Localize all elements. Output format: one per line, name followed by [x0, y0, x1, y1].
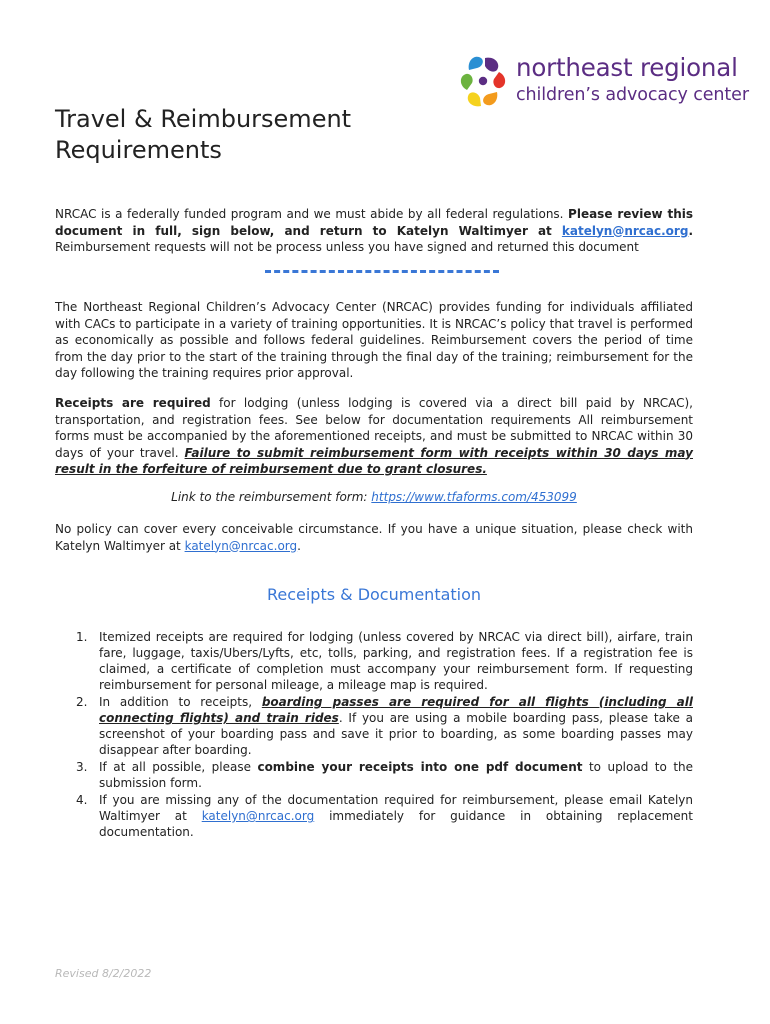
page-title [55, 104, 351, 166]
logo-name-line1: northeast regional [516, 53, 738, 82]
intro-email-link[interactable]: katelyn@nrcac.org [561, 223, 689, 238]
form-link-label: Link to the reimbursement form: [171, 490, 372, 504]
list-number: 1. [76, 630, 88, 644]
receipts-paragraph [55, 395, 693, 478]
boarding-pass-emphasis: boarding passes are required for all flights (including all connecting flights) and train rides [99, 695, 693, 725]
combine-receipts-bold: combine your receipts into one pdf document [257, 760, 583, 774]
list-number: 4. [76, 793, 88, 807]
list-text: . If you are using a mobile boarding pass, please take a screenshot of your boarding pass and save it prior to boarding, as some boarding passes may disappear after boarding. [99, 711, 693, 757]
list-number: 3. [76, 760, 88, 774]
pinwheel-logo-icon [455, 54, 511, 114]
policy-note-text: No policy can cover every conceivable circumstance. If you have a unique situation, please check with Katelyn Waltimyer at [55, 522, 693, 553]
list-item [55, 694, 693, 758]
list-item [55, 759, 693, 791]
revision-date: Revised 8/2/2022 [55, 967, 152, 980]
policy-note-email-link[interactable]: katelyn@nrcac.org [184, 538, 298, 553]
title-line2: Requirements [55, 136, 222, 164]
list-item [55, 792, 693, 840]
logo-name-line2: children’s advocacy center [516, 85, 749, 105]
policy-note-end: . [297, 538, 301, 553]
list-text: immediately for guidance in obtaining replacement documentation. [99, 809, 693, 839]
section-heading: Receipts & Documentation [266, 585, 482, 604]
intro-text: NRCAC is a federally funded program and we must abide by all federal regulations. [55, 207, 569, 221]
list-text: If you are missing any of the documentation required for reimbursement, please email Katelyn Waltimyer at [99, 793, 693, 823]
list-text: to upload to the submission form. [99, 760, 694, 790]
intro-paragraph [55, 206, 693, 256]
list-text: If at all possible, please [99, 760, 258, 774]
title-line1: Travel & Reimbursement [55, 105, 352, 133]
missing-docs-email-link[interactable]: katelyn@nrcac.org [201, 809, 315, 823]
receipts-text: for lodging (unless lodging is covered via a direct bill paid by NRCAC), transportation, and registration fees. See below for documentation requirements All reimbursement forms must be accompanied by the aforementioned receipts, and must be submitted to NRCAC within 30 days of your travel. [55, 396, 693, 460]
requirements-list [55, 629, 693, 841]
intro-text-end: Reimbursement requests will not be process unless you have signed and returned this document [55, 240, 639, 254]
reimbursement-form-line [55, 489, 693, 505]
dashed-divider [265, 270, 499, 273]
intro-bold-end: . [688, 223, 693, 238]
reimbursement-form-link[interactable]: https://www.tfaforms.com/453099 [371, 490, 577, 504]
policy-note-paragraph [55, 521, 693, 554]
nrcac-logo [455, 53, 749, 114]
list-number: 2. [76, 695, 88, 709]
list-text: In addition to receipts, [99, 695, 262, 709]
list-text: Itemized receipts are required for lodging (unless covered by NRCAC via direct bill), airfare, train fare, luggage, taxis/Ubers/Lyfts, etc, tolls, parking, and registration fees. If a registration fee is claimed, a certificate of completion must accompany your reimbursement form. If requesting reimbursement for personal mileage, a mileage map is required. [99, 630, 693, 692]
receipts-required-bold: Receipts are required [55, 396, 211, 410]
list-item [55, 629, 693, 693]
intro-bold-text: Please review this document in full, sign below, and return to Katelyn Waltimyer at [55, 207, 693, 238]
policy-paragraph: The Northeast Regional Children’s Advocacy Center (NRCAC) provides funding for individuals affiliated with CACs to participate in a variety of training opportunities. It is NRCAC’s policy that travel is performed as economically as possible and follows federal guidelines. Reimbursement covers the period of time from the day prior to the start of the training through the final day of the training; reimbursement for the day following the training requires prior approval. [55, 300, 693, 380]
forfeiture-warning: Failure to submit reimbursement form with receipts within 30 days may result in the forfeiture of reimbursement due to grant closures. [55, 445, 693, 476]
